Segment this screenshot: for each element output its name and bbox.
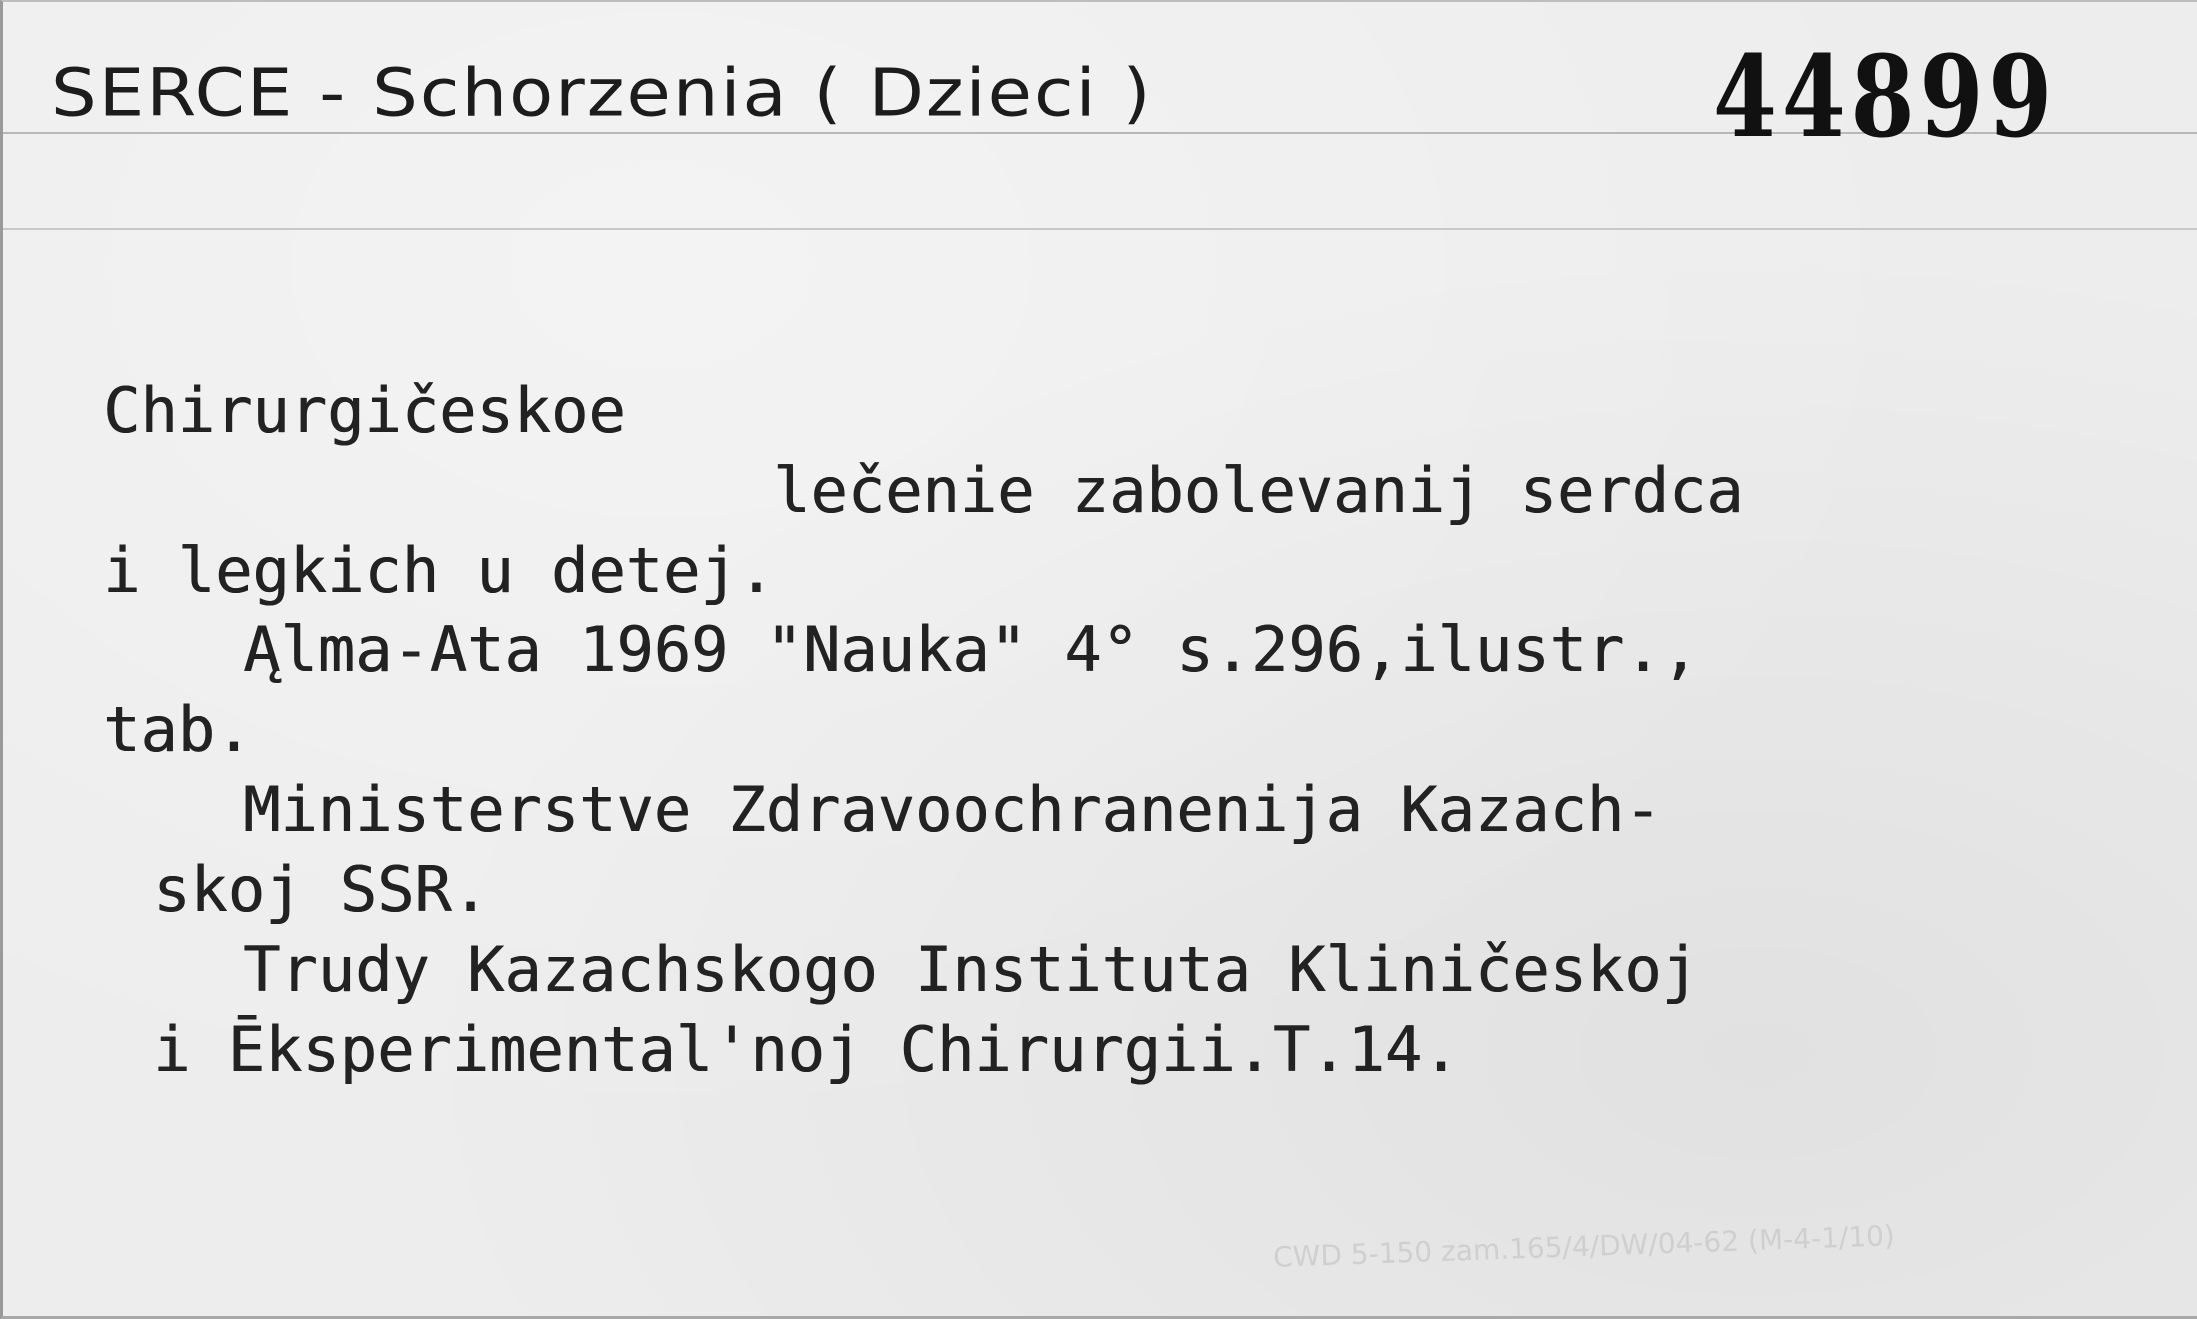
- title-line-1: Chirurgičeskoe: [103, 374, 626, 447]
- subject-heading: SERCE - Schorzenia ( Dzieci ): [51, 54, 1153, 132]
- publisher-line: Ministerstve Zdravoochranenija Kazach-: [243, 773, 1662, 846]
- printer-stamp: CWD 5-150 zam.165/4/DW/04-62 (M-4-1/10): [1272, 1219, 1896, 1274]
- publisher-continuation: skoj SSR.: [153, 853, 489, 926]
- series-continuation: i Ēksperimental'noj Chirurgii.T.14.: [153, 1013, 1460, 1086]
- accession-number: 44899: [1713, 32, 2058, 163]
- title-line-3: i legkich u detej.: [103, 534, 775, 607]
- subheader-rule: [3, 228, 2197, 230]
- imprint-continuation: tab.: [103, 693, 253, 766]
- imprint-line: Ąlma-Ata 1969 "Nauka" 4° s.296,ilustr.,: [243, 613, 1699, 686]
- series-line: Trudy Kazachskogo Instituta Kliničeskoj: [243, 933, 1699, 1006]
- title-line-2: lečenie zabolevanij serdca: [773, 454, 1744, 527]
